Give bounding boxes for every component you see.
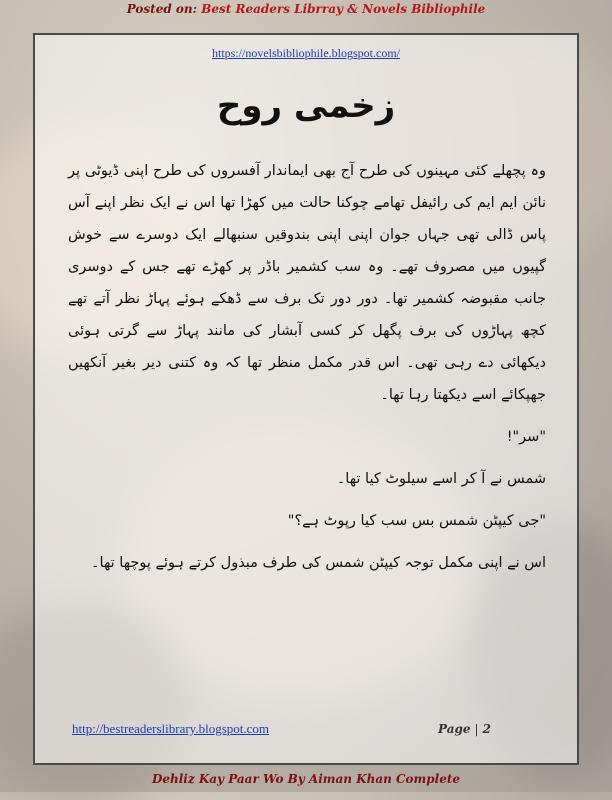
story-text	[68, 155, 546, 589]
page-number	[438, 722, 491, 736]
bottom-blog-link[interactable]: http://bestreaderslibrary.blogspot.com	[72, 721, 269, 736]
header-site-name: Best Readers Librray & Novels Bibliophile	[201, 2, 486, 16]
page-number-value: 2	[482, 722, 491, 736]
paragraph: وہ پچھلے کئی مہینوں کی طرح آج بھی ایماندار آفسروں کی طرح اپنی ڈیوٹی پر نائن ایم ایم کی رائیفل تھامے چوکنا حالت میں کھڑا تھا اس نے ایک نظر اپنے آس پاس ڈالی تھی جہاں جوان اپنی اپنی بندوقیں سنبھالے ایک دوسرے سے خوش گپیوں میں مصروف تھے۔ وہ سب کشمیر باڈر پر کھڑے تھے جس کے دوسری جانب مقبوضہ کشمیر تھا۔ دور دور تک برف سے ڈھکے ہوئے پہاڑ نظر آتے تھے کچھ پہاڑوں کی برف پگھل کر کسی آبشار کی مانند پہاڑ سے گرتی ہوئی دیکھائی دے رہی تھی۔ اس قدر مکمل منظر تھا کہ وہ کتنی دیر بغیر آنکھیں جھپکائے اسے دیکھتا رہا تھا۔	[68, 163, 546, 403]
paragraph: "جی کیپٹن شمس بس سب کیا رپوٹ ہے؟"	[287, 513, 546, 529]
page-separator: |	[474, 722, 479, 736]
top-blog-link[interactable]: https://novelsbibliophile.blogspot.com/	[212, 46, 400, 60]
page-label: Page	[438, 722, 471, 736]
page-footer: Dehliz Kay Paar Wo By Aiman Khan Complete	[151, 772, 461, 786]
paragraph: شمس نے آ کر اسے سیلوٹ کیا تھا۔	[336, 471, 546, 487]
paragraph: "سر"!	[506, 429, 546, 445]
page-header	[0, 0, 612, 18]
page-title: زخمی روح	[216, 86, 396, 126]
header-label: Posted on:	[126, 2, 198, 16]
paragraph: اس نے اپنی مکمل توجہ کیپٹن شمس کی طرف مبذول کرتے ہوئے پوچھا تھا۔	[91, 555, 546, 571]
